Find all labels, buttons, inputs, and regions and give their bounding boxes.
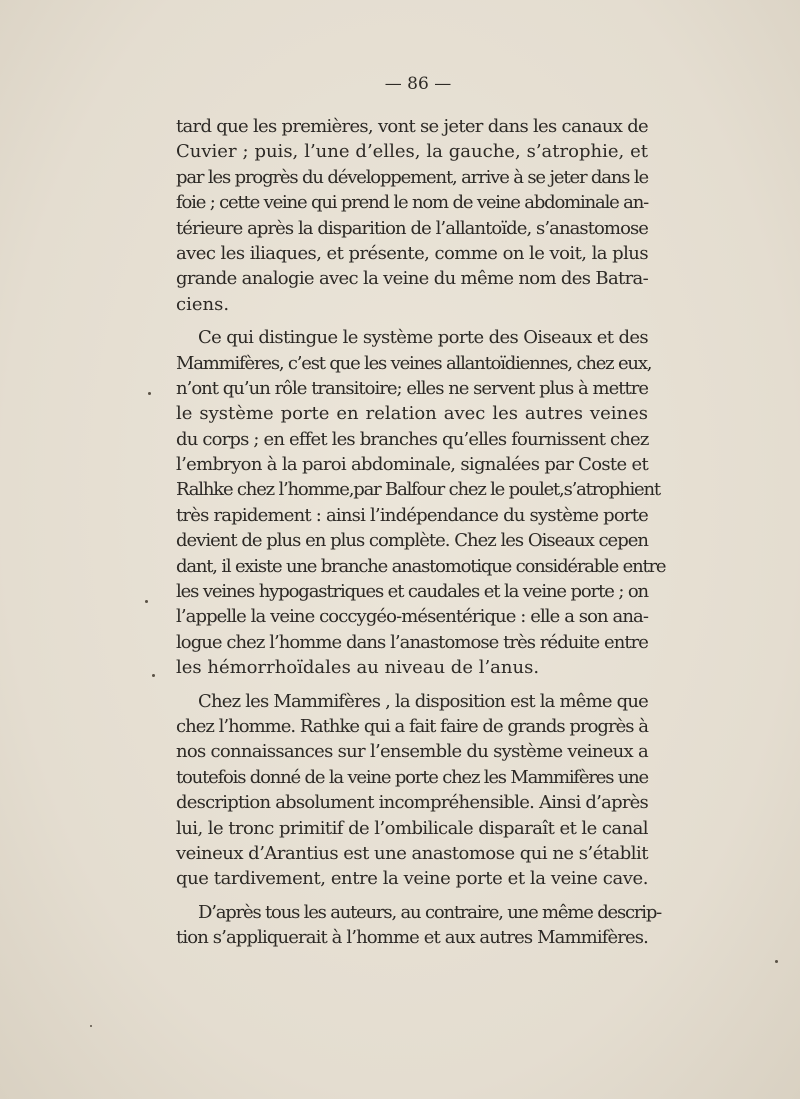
text-line: avec les iliaques, et présente, comme on le voit, la plus xyxy=(176,242,648,264)
text-line: D’après tous les auteurs, au contraire, une même descrip- xyxy=(198,901,662,923)
paragraph xyxy=(176,325,666,680)
text-line: le système porte en relation avec les autres veines xyxy=(176,403,648,425)
text-line: tard que les premières, vont se jeter dans les canaux de xyxy=(176,116,649,137)
text-line: devient de plus en plus complète. Chez les Oiseaux cepen xyxy=(176,530,648,552)
text-line: les hémorrhoïdales au niveau de l’anus. xyxy=(176,657,540,679)
body-text xyxy=(176,114,666,951)
text-line: lui, le tronc primitif de l’ombilicale disparaît et le canal xyxy=(176,817,649,839)
text-line: Mammifères, c’est que les veines allantoïdiennes, chez eux, xyxy=(176,352,652,374)
text-line: foie ; cette veine qui prend le nom de veine abdominale an- xyxy=(176,192,648,214)
text-line: du corps ; en effet les branches qu’elles fournissent chez xyxy=(176,428,649,450)
paper-speck xyxy=(152,674,155,677)
paper-speck xyxy=(775,960,778,963)
text-line: Chez les Mammifères , la disposition est la même que xyxy=(198,690,649,712)
text-line: n’ont qu’un rôle transitoire; elles ne servent plus à mettre xyxy=(176,377,648,399)
paper-speck xyxy=(145,600,148,603)
text-line: Cuvier ; puis, l’une d’elles, la gauche, s’atrophie, et xyxy=(176,141,648,163)
paragraph xyxy=(176,689,648,892)
text-line: térieure après la disparition de l’allantoïde, s’anastomose xyxy=(176,217,649,239)
paragraph xyxy=(176,900,662,951)
text-line: Ce qui distingue le système porte des Oiseaux et des xyxy=(198,327,648,349)
text-line: très rapidement : ainsi l’indépendance du système porte xyxy=(176,504,648,526)
text-line: l’appelle la veine coccygéo-mésentérique : elle a son ana- xyxy=(176,606,649,628)
paragraph xyxy=(176,114,648,317)
text-line: chez l’homme. Rathke qui a fait faire de grands progrès à xyxy=(176,715,648,737)
text-line: dant, il existe une branche anastomotique considérable entre xyxy=(176,555,666,577)
text-line: l’embryon à la paroi abdominale, signalées par Coste et xyxy=(176,454,648,476)
text-line: logue chez l’homme dans l’anastomose très réduite entre xyxy=(176,631,648,653)
page-number: — 86 — xyxy=(384,74,452,94)
text-line: Ralhke chez l’homme,par Balfour chez le poulet,s’atrophient xyxy=(176,479,660,501)
text-line: nos connaissances sur l’ensemble du système veineux a xyxy=(176,741,649,763)
text-line: toutefois donné de la veine porte chez les Mammifères une xyxy=(176,766,649,788)
text-line: description absolument incompréhensible. Ainsi d’après xyxy=(176,792,648,814)
text-line: tion s’appliquerait à l’homme et aux autres Mammifères. xyxy=(176,927,649,949)
text-line: grande analogie avec la veine du même nom des Batra- xyxy=(176,268,648,290)
text-line: ciens. xyxy=(176,293,230,315)
text-line: par les progrès du développement, arrive à se jeter dans le xyxy=(176,166,648,188)
paper-speck xyxy=(148,392,151,395)
text-line: veineux d’Arantius est une anastomose qui ne s’établit xyxy=(176,842,648,864)
paper-speck xyxy=(90,1025,92,1027)
text-line: les veines hypogastriques et caudales et la veine porte ; on xyxy=(176,581,649,603)
text-line: que tardivement, entre la veine porte et la veine cave. xyxy=(176,868,649,890)
